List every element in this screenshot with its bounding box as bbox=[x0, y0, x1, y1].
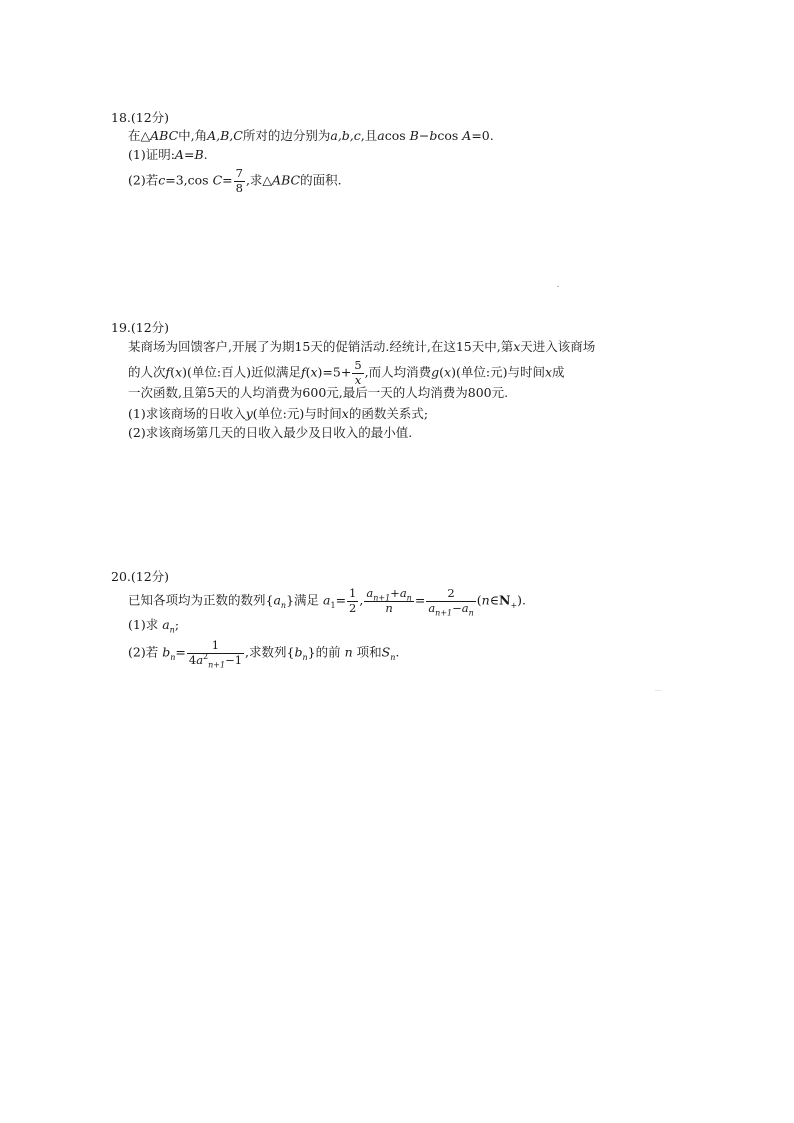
text: cos bbox=[384, 128, 406, 143]
problem-19-part-2: (2)求该商场第几天的日收入最少及日收入的最小值. bbox=[128, 425, 413, 440]
text: cos bbox=[437, 128, 459, 143]
math-var: b bbox=[429, 128, 438, 143]
problem-20-heading: 20.(12分) bbox=[111, 569, 170, 584]
text: 的函数关系式; bbox=[348, 406, 429, 421]
fraction-denominator: x bbox=[354, 372, 362, 387]
subscript: n+1 bbox=[208, 659, 226, 669]
problem-18-statement bbox=[128, 128, 494, 144]
math-var: y bbox=[245, 406, 253, 421]
subscript: n bbox=[280, 601, 287, 610]
text: + bbox=[390, 586, 400, 600]
text: = bbox=[222, 172, 233, 188]
math-var: n bbox=[481, 592, 490, 608]
subscript: n bbox=[169, 625, 175, 635]
fraction-numerator bbox=[364, 588, 413, 602]
text: ,而人均消费 bbox=[364, 364, 432, 380]
fraction-5-over-x bbox=[352, 360, 363, 386]
math-var: x bbox=[310, 364, 318, 380]
math-var: a bbox=[428, 600, 436, 615]
problem-19-statement-line-1 bbox=[128, 339, 595, 355]
text: ( bbox=[305, 364, 311, 380]
math-var: x bbox=[341, 406, 349, 421]
math-var: x bbox=[444, 364, 452, 380]
subscript: 1 bbox=[330, 601, 336, 610]
math-var: f bbox=[165, 364, 171, 380]
math-var: a bbox=[399, 586, 407, 600]
math-var: f bbox=[300, 364, 306, 380]
text: 的面积. bbox=[300, 172, 342, 188]
text: − bbox=[452, 600, 462, 615]
text: − bbox=[418, 128, 430, 143]
problem-19-statement-line-3: 一次函数,且第5天的人均消费为600元,最后一天的人均消费为800元. bbox=[128, 385, 509, 400]
subscript: n bbox=[468, 607, 474, 617]
math-var: a,b,c bbox=[330, 128, 361, 143]
math-var: a bbox=[366, 586, 374, 600]
problem-19-heading: 19.(12分) bbox=[111, 320, 170, 335]
math-var: a bbox=[461, 600, 469, 615]
text: ( bbox=[476, 592, 482, 608]
text: ,求△ bbox=[245, 172, 273, 188]
fraction-numerator: 2 bbox=[426, 588, 475, 602]
text: (1)求该商场的日收入 bbox=[128, 406, 246, 421]
problem-19-part-1 bbox=[128, 406, 428, 422]
fraction-numerator: 1 bbox=[349, 586, 357, 600]
problem-20-part-2 bbox=[128, 638, 400, 669]
text: )(单位:百人)近似满足 bbox=[182, 364, 301, 380]
subscript: n+1 bbox=[435, 607, 453, 617]
problem-20-statement bbox=[128, 586, 526, 617]
text: (1)求 bbox=[128, 617, 159, 632]
text: −1 bbox=[225, 652, 243, 667]
math-var: a bbox=[162, 617, 170, 632]
text: (单位:元)与时间 bbox=[252, 406, 342, 421]
text: 所对的边分别为 bbox=[242, 128, 331, 143]
math-var: a bbox=[377, 128, 385, 143]
text: 4 bbox=[188, 652, 197, 667]
math-var: A bbox=[174, 147, 184, 162]
math-var: c bbox=[158, 172, 166, 188]
text: . bbox=[395, 644, 400, 660]
problem-18-part-1 bbox=[128, 147, 208, 163]
fraction-denominator bbox=[426, 602, 475, 615]
text: = bbox=[335, 592, 347, 608]
fraction-one-half bbox=[347, 588, 358, 614]
text: (2)若 bbox=[128, 644, 159, 660]
fraction-denominator: 2 bbox=[349, 600, 357, 615]
math-var: B bbox=[194, 147, 204, 162]
text: = bbox=[414, 592, 426, 608]
fraction-denominator: n bbox=[385, 600, 393, 615]
fraction-sum-over-n bbox=[364, 588, 413, 614]
text: ,求数列{ bbox=[245, 644, 295, 660]
fraction-numerator: 1 bbox=[187, 640, 244, 654]
text: ). bbox=[517, 592, 526, 608]
text: (1)证明: bbox=[128, 147, 175, 162]
subscript: + bbox=[510, 601, 518, 610]
text: (2)若 bbox=[128, 172, 159, 188]
problem-18-heading: 18.(12分) bbox=[111, 110, 170, 125]
text: , bbox=[359, 592, 364, 608]
fraction-7-8 bbox=[234, 168, 245, 194]
problem-19-statement-line-2 bbox=[128, 360, 565, 386]
math-var: C bbox=[212, 172, 223, 188]
text: =3,cos bbox=[165, 172, 209, 188]
math-var: x bbox=[513, 339, 521, 354]
fraction-numerator: 7 bbox=[235, 166, 243, 180]
subscript: n bbox=[170, 653, 176, 662]
math-var: x bbox=[544, 364, 553, 380]
fraction-denominator: 8 bbox=[235, 180, 243, 195]
fraction-denominator bbox=[187, 651, 244, 669]
text: 在△ bbox=[128, 128, 151, 143]
math-var: n bbox=[344, 644, 353, 660]
text: 项和 bbox=[356, 644, 382, 660]
math-var: ABC bbox=[150, 128, 179, 143]
fraction-bn-definition bbox=[187, 638, 244, 669]
text: 成 bbox=[552, 364, 565, 380]
text: 中,角 bbox=[178, 128, 208, 143]
text: ( bbox=[439, 364, 445, 380]
math-var: ABC bbox=[272, 172, 301, 188]
math-var: a bbox=[196, 652, 204, 667]
math-var: B bbox=[409, 128, 419, 143]
math-var: x bbox=[175, 364, 183, 380]
math-var: A bbox=[462, 128, 472, 143]
problem-18-part-2 bbox=[128, 168, 342, 194]
math-var: a bbox=[273, 592, 281, 608]
text: ,且 bbox=[360, 128, 378, 143]
text: = bbox=[183, 147, 195, 162]
subscript: n bbox=[390, 653, 396, 662]
text: }满足 bbox=[286, 592, 320, 608]
text: )(单位:元)与时间 bbox=[451, 364, 545, 380]
fraction-2-over-diff bbox=[426, 586, 475, 617]
scan-speck bbox=[557, 286, 559, 287]
fraction-numerator: 5 bbox=[354, 358, 362, 372]
math-var: b bbox=[294, 644, 303, 660]
math-set: N bbox=[499, 592, 511, 608]
text: ∈ bbox=[489, 592, 499, 608]
subscript: n bbox=[406, 593, 412, 603]
text: ( bbox=[170, 364, 176, 380]
text: 已知各项均为正数的数列{ bbox=[128, 592, 274, 608]
scan-speck bbox=[655, 690, 661, 691]
problem-20-part-1 bbox=[128, 617, 179, 633]
superscript: 2 bbox=[203, 651, 209, 661]
math-var: g bbox=[431, 364, 440, 380]
text: ; bbox=[174, 617, 180, 632]
text: 天进入该商场 bbox=[520, 339, 596, 354]
math-var: S bbox=[381, 644, 391, 660]
math-var: b bbox=[162, 644, 171, 660]
text: . bbox=[203, 147, 208, 162]
subscript: n+1 bbox=[373, 593, 391, 603]
text: 的人次 bbox=[128, 364, 166, 380]
text: =0. bbox=[471, 128, 494, 143]
text: }的前 bbox=[307, 644, 341, 660]
subscript: n bbox=[302, 653, 308, 662]
text: 某商场为回馈客户,开展了为期15天的促销活动.经统计,在这15天中,第 bbox=[128, 339, 514, 354]
math-var: A,B,C bbox=[207, 128, 243, 143]
text: = bbox=[175, 644, 186, 660]
text: )=5+ bbox=[317, 364, 352, 380]
math-var: a bbox=[323, 592, 331, 608]
